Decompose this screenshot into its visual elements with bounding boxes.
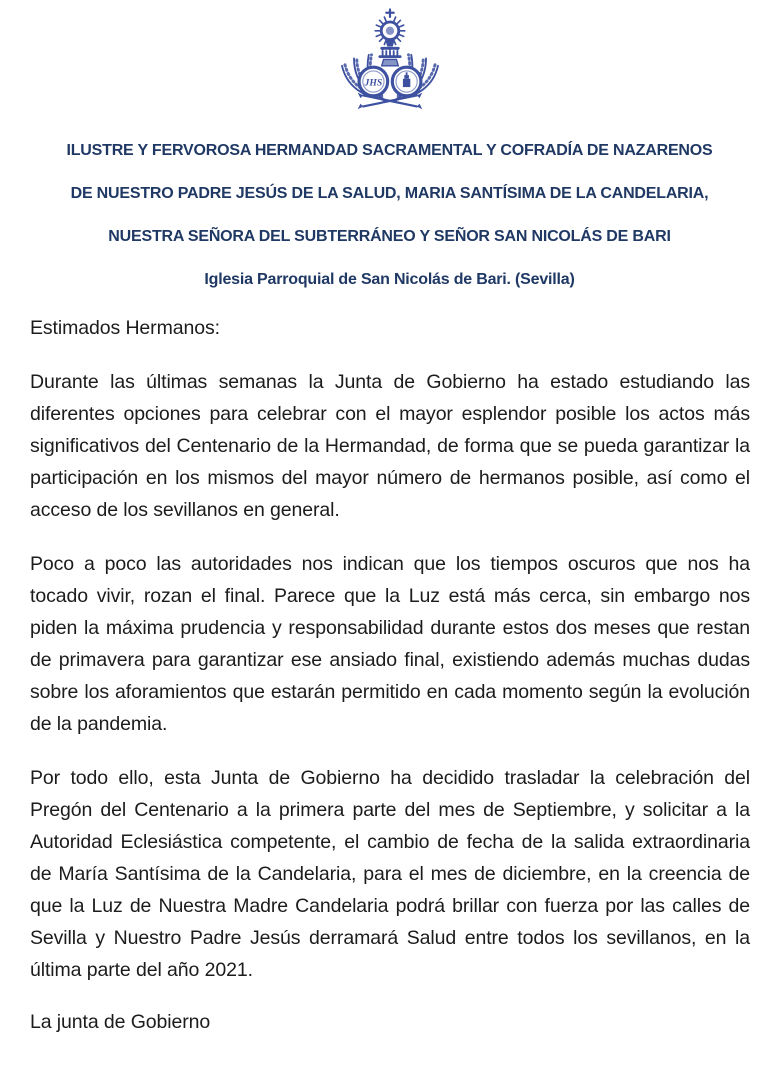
emblem-row [0,0,779,122]
paragraph-3: Por todo ello, esta Junta de Gobierno ha decidido trasladar la celebración del Pregón del Centenario a la primera parte del mes de Septiembre, y solicitar a la Autoridad Eclesiástica competente, el cambio de fecha de la salida extraordinaria de María Santísima de la Candelaria, para el mes de diciembre, en la creencia de que la Luz de Nuestra Madre Candelaria podrá brillar con fuerza por las calles de Sevilla y Nuestro Padre Jesús derramará Salud entre todos los sevillanos, en la última parte del año 2021. [30,767,750,981]
letterhead-parish-line: Iglesia Parroquial de San Nicolás de Bari. (Sevilla) [204,271,575,288]
letterhead-line-2: DE NUESTRO PADRE JESÚS DE LA SALUD, MARIA SANTÍSIMA DE LA CANDELARIA, [70,185,709,202]
letterhead-line-3: NUESTRA SEÑORA DEL SUBTERRÁNEO Y SEÑOR SAN NICOLÁS DE BARI [108,228,671,245]
letterhead-line-1: ILUSTRE Y FERVOROSA HERMANDAD SACRAMENTAL Y COFRADÍA DE NAZARENOS [66,142,713,159]
paragraph-1: Durante las últimas semanas la Junta de Gobierno ha estado estudiando las diferentes opciones para celebrar con el mayor esplendor posible los actos más significativos del Centenario de la Hermandad, de forma que se pueda garantizar la participación en los mismos del mayor número de hermanos posible, así como el acceso de los sevillanos en general. [30,371,750,521]
closing-signature: La junta de Gobierno [30,1011,211,1033]
svg-text:JHS: JHS [363,77,382,89]
salutation: Estimados Hermanos: [30,317,220,339]
letterhead [0,142,779,288]
paragraph-2: Poco a poco las autoridades nos indican que los tiempos oscuros que nos ha tocado vivir, rozan el final. Parece que la Luz está más cerca, sin embargo nos piden la máxima prudencia y responsabilidad durante estos dos meses que restan de primavera para garantizar ese ansiado final, existiendo además muchas dudas sobre los aforamientos que estarán permitido en cada momento según la evolución de la pandemia. [30,553,750,735]
letter-body [30,312,750,1038]
hermandad-crest-icon [330,77,450,124]
